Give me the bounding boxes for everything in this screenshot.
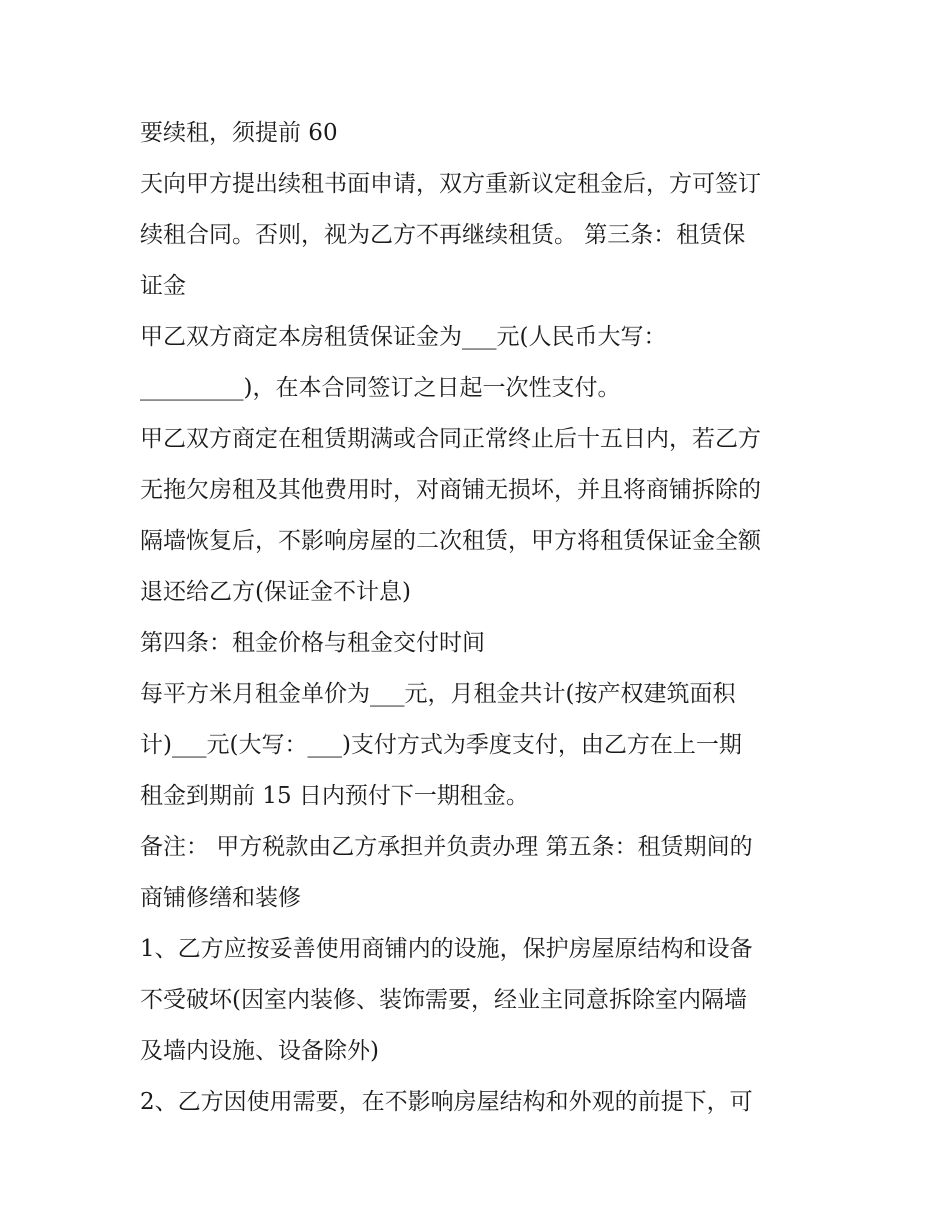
text-line: 备注： 甲方税款由乙方承担并负责办理 第五条：租赁期间的 <box>140 834 753 860</box>
text-line: 要续租，须提前 60 <box>140 120 338 146</box>
text-line: _________)，在本合同签订之日起一次性支付。 <box>140 375 621 401</box>
text-line: 每平方米月租金单价为___元，月租金共计(按产权建筑面积 <box>140 681 736 707</box>
text-line: 退还给乙方(保证金不计息) <box>140 579 411 605</box>
text-line: 甲乙双方商定本房租赁保证金为___元(人民币大写： <box>140 324 667 350</box>
text-line: 租金到期前 15 日内预付下一期租金。 <box>140 783 529 809</box>
section-heading: 第四条：租金价格与租金交付时间 <box>140 630 485 656</box>
text-line: 证金 <box>140 273 186 299</box>
text-line: 计)___元(大写：___)支付方式为季度支付，由乙方在上一期 <box>140 732 742 758</box>
text-line: 甲乙双方商定在租赁期满或合同正常终止后十五日内，若乙方 <box>140 426 761 452</box>
text-line: 续租合同。否则，视为乙方不再继续租赁。 第三条：租赁保 <box>140 222 746 248</box>
text-line: 天向甲方提出续租书面申请，双方重新议定租金后，方可签订 <box>140 171 761 197</box>
text-line: 1、乙方应按妥善使用商铺内的设施，保护房屋原结构和设备 <box>140 936 753 962</box>
document-body <box>140 108 830 1128</box>
text-line: 商铺修缮和装修 <box>140 885 301 911</box>
text-line: 无拖欠房租及其他费用时，对商铺无损坏，并且将商铺拆除的 <box>140 477 761 503</box>
text-line: 及墙内设施、设备除外) <box>140 1038 379 1064</box>
text-line: 隔墙恢复后，不影响房屋的二次租赁，甲方将租赁保证金全额 <box>140 528 761 554</box>
text-line: 2、乙方因使用需要，在不影响房屋结构和外观的前提下，可 <box>140 1089 753 1115</box>
text-line: 不受破坏(因室内装修、装饰需要，经业主同意拆除室内隔墙 <box>140 987 747 1013</box>
